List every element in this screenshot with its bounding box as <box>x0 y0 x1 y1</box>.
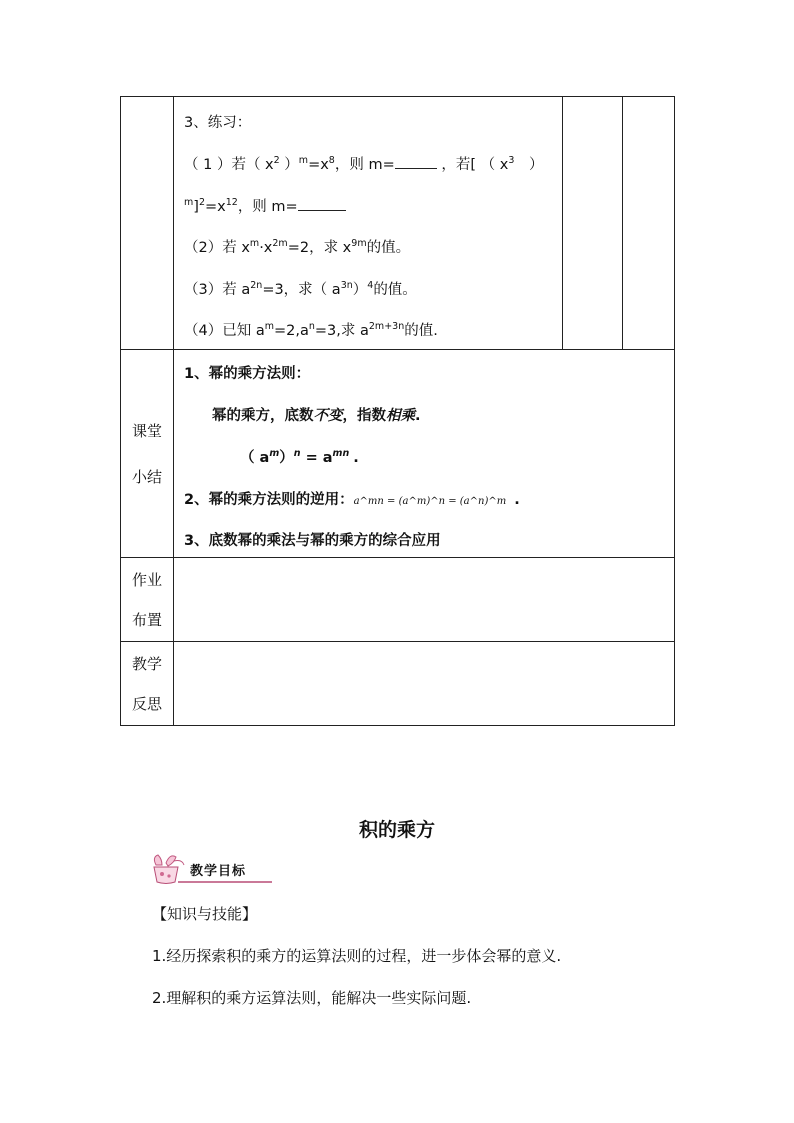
inverse-formula: a^mn = (a^m)^n = (a^n)^m <box>353 496 507 507</box>
summary-cell <box>174 350 675 558</box>
exercise-q1-line2: $^m]^2=x^{12}$，则 m= <box>184 195 346 216</box>
reflection-label-cell <box>121 642 174 726</box>
exercise-blank-cell-1 <box>563 97 623 350</box>
summary-point-3: 3、底数幂的乘法与幂的乘方的综合应用 <box>184 533 441 549</box>
goal-2: 2.理解积的乘方运算法则，能解决一些实际问题. <box>152 989 472 1007</box>
reflection-cell <box>174 642 675 726</box>
homework-row <box>121 558 675 642</box>
reflection-label-1: 教学 <box>131 654 162 673</box>
reflection-row <box>121 642 675 726</box>
exercise-label-cell <box>121 97 174 350</box>
summary-point-1: 1、幂的乘方法则： <box>184 366 311 382</box>
exercise-heading: 3、练习： <box>184 115 252 131</box>
exercise-q3: （3）若 $a^{2n}=3$，求（ $a^{3n})^4$的值。 <box>184 280 417 298</box>
knowledge-skills-heading: 【知识与技能】 <box>152 905 258 923</box>
summary-label-2: 小结 <box>131 467 162 486</box>
summary-label-1: 课堂 <box>131 421 162 440</box>
homework-cell <box>174 558 675 642</box>
summary-point-2: 2、幂的乘方法则的逆用：a^mn = (a^m)^n = (a^n)^m . <box>184 492 520 508</box>
exercise-blank-cell-2 <box>623 97 675 350</box>
summary-formula: （ $a^m)^n = a^{mn}$ . <box>240 448 359 466</box>
reflection-label-2: 反思 <box>131 694 162 713</box>
homework-label-cell <box>121 558 174 642</box>
summary-label-cell <box>121 350 174 558</box>
section-title: 积的乘方 <box>358 819 435 841</box>
lesson-table <box>120 96 675 726</box>
exercise-q1-line1: （ 1 ）若（ $x^2$ ）$^m=x^8$，则 m= ，若[ （ $x^3$ ） <box>184 155 544 173</box>
homework-label-2: 布置 <box>131 610 162 629</box>
answer-blank[interactable] <box>395 156 437 169</box>
goal-1: 1.经历探索积的乘方的运算法则的过程，进一步体会幂的意义. <box>152 947 562 965</box>
exercise-cell <box>174 97 563 350</box>
teaching-goals-banner: 教学目标 <box>190 864 247 879</box>
exercise-q4: （4）已知 $a^m=2,a^n=3$,求 $a^{2m+3n}$的值. <box>184 321 438 339</box>
exercise-q2: （2）若 $x^m\cdot x^{2m}=2$，求 $x^{9m}$的值。 <box>184 238 411 256</box>
summary-row <box>121 350 675 558</box>
summary-rule: 幂的乘方，底数不变，指数相乘. <box>212 408 421 424</box>
exercise-row <box>121 97 675 350</box>
homework-label-1: 作业 <box>131 570 162 589</box>
answer-blank[interactable] <box>298 198 346 211</box>
